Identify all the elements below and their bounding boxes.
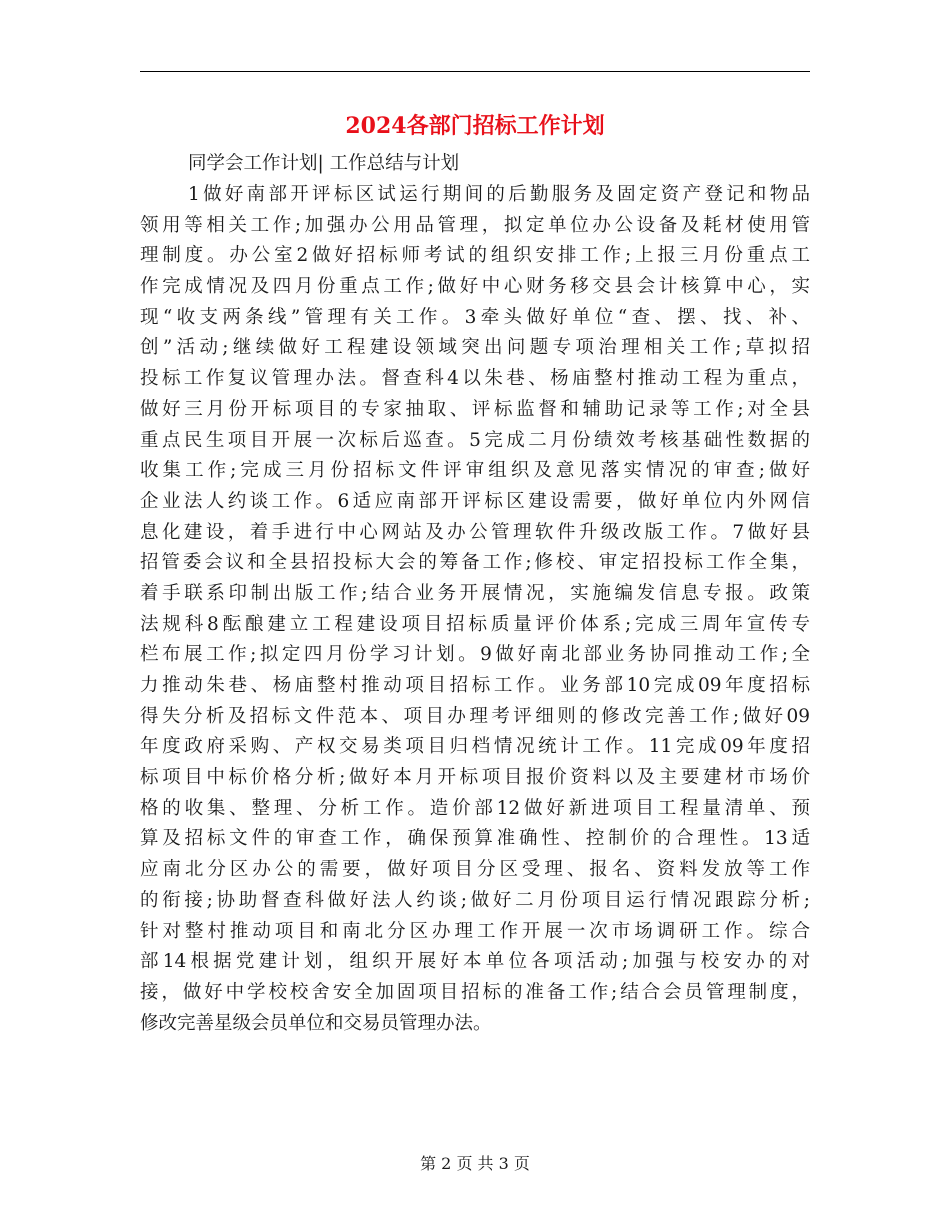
body-line: 现“收支两条线”管理有关工作。3牵头做好单位“查、摆、找、补、 bbox=[140, 306, 810, 328]
body-line: 针对整村推动项目和南北分区办理工作开展一次市场调研工作。综合 bbox=[140, 920, 810, 942]
body-line: 领用等相关工作;加强办公用品管理，拟定单位办公设备及耗材使用管 bbox=[140, 214, 810, 236]
body-line: 接，做好中学校校舍安全加固项目招标的准备工作;结合会员管理制度， bbox=[140, 981, 810, 1003]
body-line: 做好三月份开标项目的专家抽取、评标监督和辅助记录等工作;对全县 bbox=[140, 398, 810, 420]
body-line: 息化建设，着手进行中心网站及办公管理软件升级改版工作。7做好县 bbox=[140, 521, 810, 543]
body-line: 力推动朱巷、杨庙整村推动项目招标工作。业务部10完成09年度招标 bbox=[140, 675, 810, 696]
body-line: 收集工作;完成三月份招标文件评审组织及意见落实情况的审查;做好 bbox=[140, 460, 810, 482]
document-subtitle: 同学会工作计划| 工作总结与计划 bbox=[188, 153, 460, 174]
body-line: 修改完善星级会员单位和交易员管理办法。 bbox=[140, 1012, 492, 1034]
body-line: 应南北分区办公的需要，做好项目分区受理、报名、资料发放等工作 bbox=[140, 859, 810, 881]
body-line: 1做好南部开评标区试运行期间的后勤服务及固定资产登记和物品 bbox=[188, 184, 810, 205]
body-line: 法规科8酝酿建立工程建设项目招标质量评价体系;完成三周年宣传专 bbox=[140, 613, 810, 635]
body-line: 的衔接;协助督查科做好法人约谈;做好二月份项目运行情况跟踪分析; bbox=[140, 889, 810, 911]
header-rule bbox=[140, 71, 810, 72]
body-line: 投标工作复议管理办法。督查科4以朱巷、杨庙整村推动工程为重点， bbox=[140, 368, 810, 390]
body-line: 企业法人约谈工作。6适应南部开评标区建设需要，做好单位内外网信 bbox=[140, 490, 810, 512]
body-line: 作完成情况及四月份重点工作;做好中心财务移交县会计核算中心，实 bbox=[140, 276, 810, 298]
body-line: 格的收集、整理、分析工作。造价部12做好新进项目工程量清单、预 bbox=[140, 797, 810, 819]
body-line: 创”活动;继续做好工程建设领域突出问题专项治理相关工作;草拟招 bbox=[140, 337, 810, 359]
body-line: 部14根据党建计划，组织开展好本单位各项活动;加强与校安办的对 bbox=[140, 951, 810, 973]
body-line: 标项目中标价格分析;做好本月开标项目报价资料以及主要建材市场价 bbox=[140, 767, 810, 789]
body-line: 栏布展工作;拟定四月份学习计划。9做好南北部业务协同推动工作;全 bbox=[140, 644, 810, 666]
body-line: 算及招标文件的审查工作，确保预算准确性、控制价的合理性。13适 bbox=[140, 828, 810, 850]
page-number-footer: 第 2 页 共 3 页 bbox=[420, 1154, 530, 1173]
body-line: 着手联系印制出版工作;结合业务开展情况，实施编发信息专报。政策 bbox=[140, 582, 810, 604]
body-line: 得失分析及招标文件范本、项目办理考评细则的修改完善工作;做好09 bbox=[140, 705, 810, 727]
body-line: 招管委会议和全县招投标大会的筹备工作;修校、审定招投标工作全集， bbox=[140, 552, 810, 574]
document-title: 2024各部门招标工作计划 bbox=[345, 113, 605, 139]
body-line: 重点民生项目开展一次标后巡查。5完成二月份绩效考核基础性数据的 bbox=[140, 429, 810, 451]
body-line: 年度政府采购、产权交易类项目归档情况统计工作。11完成09年度招 bbox=[140, 736, 810, 758]
body-line: 理制度。办公室2做好招标师考试的组织安排工作;上报三月份重点工 bbox=[140, 245, 810, 267]
document-body bbox=[140, 180, 810, 1039]
